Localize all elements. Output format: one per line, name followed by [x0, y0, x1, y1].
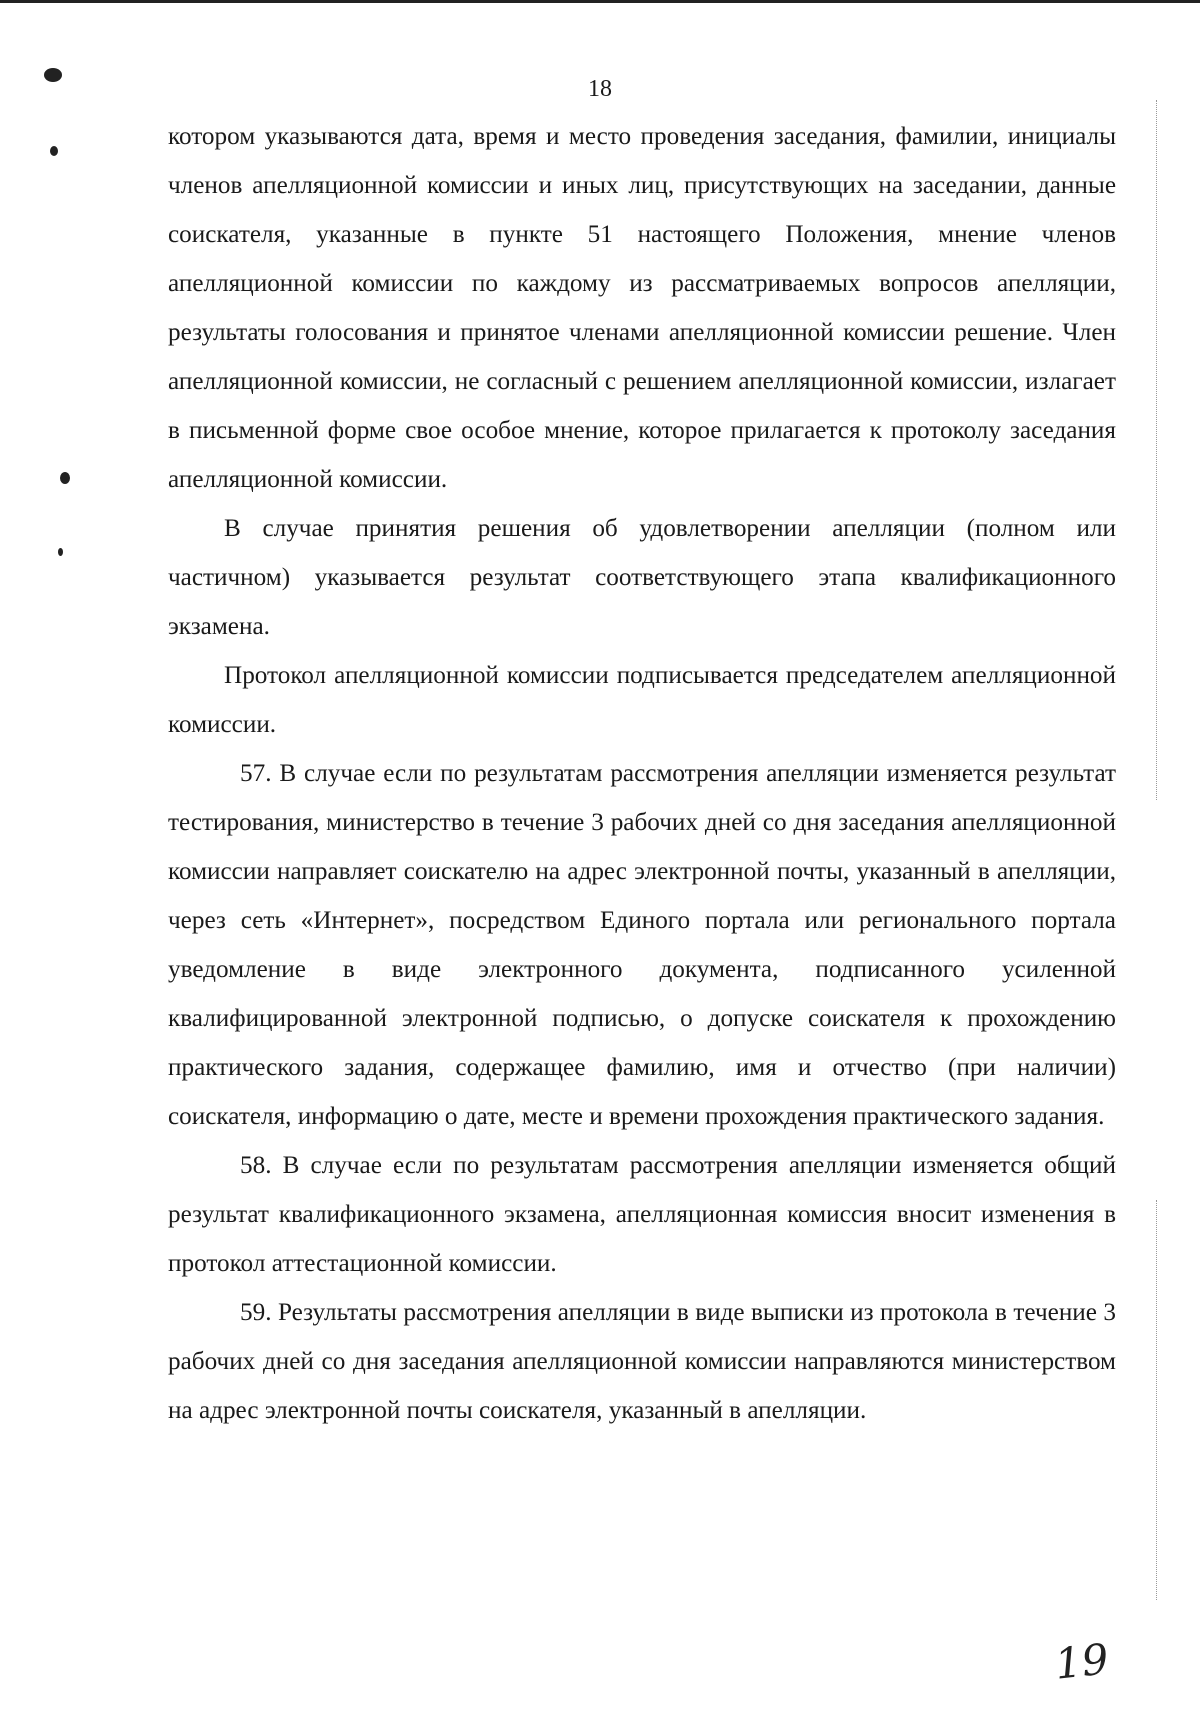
margin-scan-marks — [1156, 100, 1157, 800]
paragraph-protocol-signing: Протокол апелляционной комиссии подписывается председателем апелляционной комиссии. — [168, 662, 1116, 738]
paragraph-57: 57. В случае если по результатам рассмотрения апелляции изменяется результат тестирования, министерство в течение 3 рабочих дней со дня заседания апелляционной комиссии направляет соискателю на адрес электронной почты, указанный в апелляции, через сеть «Интернет», посредством Единого портала или регионального портала уведомление в виде электронного документа, подписанного усиленной квалифицированной электронной подписью, о допуске соискателя к прохождению практического задания, содержащее фамилию, имя и отчество (при наличии) соискателя, информацию о дате, месте и времени прохождения практического задания. — [168, 760, 1116, 1130]
page-number: 18 — [588, 76, 612, 102]
scan-speck — [60, 472, 70, 484]
paragraph-58: 58. В случае если по результатам рассмотрения апелляции изменяется общий результат квалификационного экзамена, апелляционная комиссия вносит изменения в протокол аттестационной комиссии. — [168, 1152, 1116, 1277]
document-body — [168, 112, 1116, 1435]
handwritten-page-mark: 19 — [1052, 1634, 1111, 1689]
paragraph-appeal-satisfaction: В случае принятия решения об удовлетворении апелляции (полном или частичном) указывается результат соответствующего этапа квалификационного экзамена. — [168, 515, 1116, 640]
paragraph-continuation: котором указываются дата, время и место проведения заседания, фамилии, инициалы членов апелляционной комиссии и иных лиц, присутствующих на заседании, данные соискателя, указанные в пункте 51 настоящего Положения, мнение членов апелляционной комиссии по каждому из рассматриваемых вопросов апелляции, результаты голосования и принятое членами апелляционной комиссии решение. Член апелляционной комиссии, не согласный с решением апелляционной комиссии, излагает в письменной форме свое особое мнение, которое прилагается к протоколу заседания апелляционной комиссии. — [168, 123, 1116, 493]
scan-speck — [50, 146, 58, 156]
margin-scan-marks — [1156, 1200, 1157, 1600]
top-border — [0, 0, 1200, 3]
paragraph-59: 59. Результаты рассмотрения апелляции в виде выписки из протокола в течение 3 рабочих дней со дня заседания апелляционной комиссии направляются министерством на адрес электронной почты соискателя, указанный в апелляции. — [168, 1299, 1116, 1424]
scan-speck — [58, 548, 63, 556]
